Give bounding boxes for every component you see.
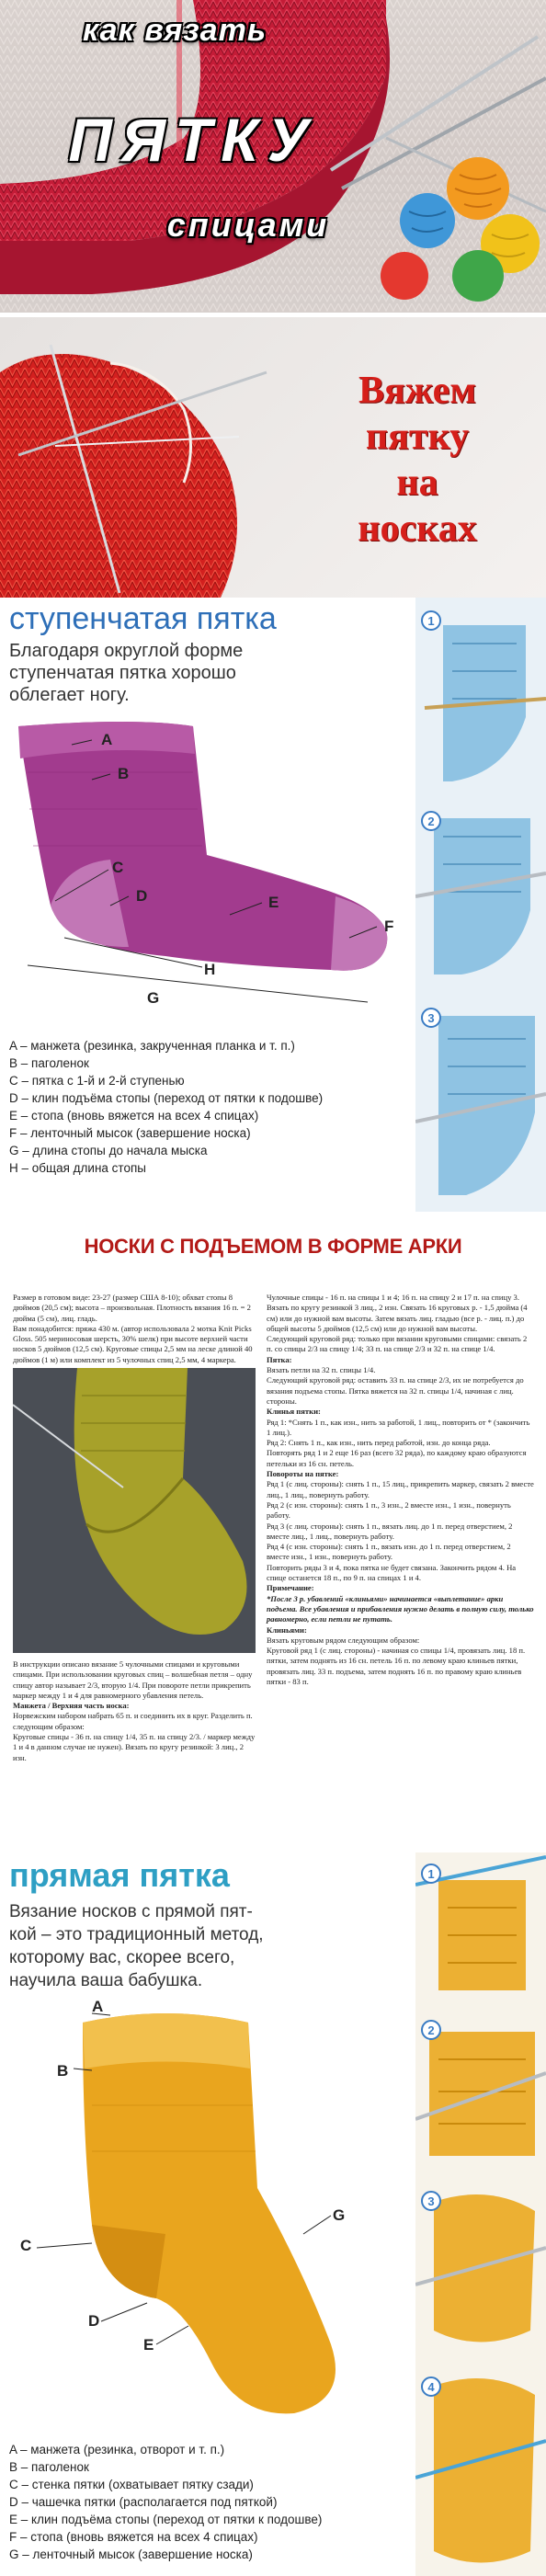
step-heel-subtitle-1: Благодаря округлой форме: [9, 641, 244, 661]
legend-item: D – чашечка пятки (располагается под пяткой): [9, 2495, 278, 2509]
purple-sock-diagram: [0, 708, 404, 1011]
arch-paragraph: Ряд 2: Снять 1 п., как изн., нить перед работой, изн. до конца ряда.: [267, 1438, 491, 1448]
step-number-2: 2: [421, 811, 441, 831]
arch-paragraph: Вязать по кругу резинкой 3 лиц., 2 изн. Связать 16 круговых р. - 1,5 дюйма (4 см) или до нужной вам высоты. Затем вязать лиц. гладью (все р. - лиц. п.) до общей высоты 5 дюймов (12,5 см) или до нужной вам высоты.: [267, 1303, 528, 1333]
arch-paragraph: Размер в готовом виде: 23-27 (размер США 8-10); обхват стопы 8 дюймов (20,5 см); высота – произвольная. Плотность вязания 16 п. = 2 дюйма (5 см), лиц. гладь.: [13, 1293, 251, 1323]
arch-left-column-bottom: [13, 1659, 256, 1763]
legend-item: G – ленточный мысок (завершение носка): [9, 2548, 253, 2561]
legend-item: A – манжета (резинка, отворот и т. п.): [9, 2443, 225, 2456]
step-heel-subtitle-3: облегает ногу.: [9, 685, 130, 705]
red-sock-photo: [0, 317, 546, 598]
arch-paragraph: Ряд 1: *Снять 1 п., как изн., нить за работой, 1 лиц., повторить от * (закончить 1 лиц.).: [267, 1417, 530, 1437]
step-number-2: 2: [421, 2020, 441, 2040]
arch-paragraph: Повторить ряды 3 и 4, пока пятка не будет связана. Закончить рядом 4. На спице останется 18 п., по 9 п. на спицах 1 и 4.: [267, 1562, 517, 1583]
arch-paragraph: Ряд 2 (с изн. стороны): снять 1 п., 3 изн., 2 вместе изн., 1 изн., повернуть работу.: [267, 1499, 511, 1521]
label-d: D: [136, 887, 148, 905]
green-sock-photo: [13, 1368, 256, 1653]
red-caption-line-2: пятку: [365, 416, 470, 458]
legend-item: B – паголенок: [9, 2460, 89, 2474]
arch-socks-section: [0, 1212, 546, 1852]
label-f: F: [384, 918, 394, 935]
step-number-3: 3: [421, 1008, 441, 1028]
arch-paragraph: Ряд 4 (с изн. стороны): снять 1 п., вязать изн. до 1 п. перед отверстием, 2 вместе изн., 1 изн., повернуть работу.: [267, 1542, 511, 1562]
red-caption-line-3: на: [396, 462, 438, 504]
legend-item: E – стопа (вновь вяжется на всех 4 спицах): [9, 1109, 259, 1123]
arch-socks-title: НОСКИ С ПОДЪЕМОМ В ФОРМЕ АРКИ: [84, 1235, 462, 1258]
label-h: H: [204, 961, 216, 978]
label-e: E: [143, 2336, 154, 2354]
banner-title-line-2: ПЯТКУ: [68, 106, 318, 174]
red-caption-line-4: носках: [358, 507, 477, 550]
step-number-1: 1: [421, 1864, 441, 1884]
arch-note: *После 3 р. убавлений «клиньями» начинается «выплетание» арки подъема. Все убавления и прибавления нужно делать в полную силу, только равномерно, если петли не путать.: [267, 1593, 534, 1624]
arch-paragraph: Норвежским набором набрать 65 п. и соединить их в круг. Разделить п. следующим образом:: [13, 1711, 253, 1731]
legend-item: B – паголенок: [9, 1056, 89, 1070]
label-c: C: [20, 2237, 32, 2254]
arch-section-heading: Примечание:: [267, 1583, 314, 1593]
legend-item: E – клин подъёма стопы (переход от пятки к подошве): [9, 2513, 323, 2526]
step-heel-subtitle-2: ступенчатая пятка хорошо: [9, 663, 236, 683]
arch-paragraph: Ряд 1 (с лиц. стороны): снять 1 п., 15 лиц., прикрепить маркер, связать 2 вместе лиц., 1 лиц., повернуть работу.: [267, 1479, 534, 1499]
arch-paragraph: Следующий круговой ряд: оставить 33 п. на спице 2/3, их не потребуется до вязания подъема стопы. Пятка вяжется на 32 п. спицы 1/4, начиная с лиц. стороны.: [267, 1375, 524, 1406]
label-b: B: [118, 765, 130, 782]
legend-item: G – длина стопы до начала мыска: [9, 1144, 208, 1157]
straight-heel-title: прямая пятка: [9, 1856, 230, 1894]
label-g: G: [147, 989, 160, 1007]
arch-paragraph: Ряд 3 (с лиц. стороны): снять 1 п., вязать лиц. до 1 п. перед отверстием, 2 вместе лиц., 1 лиц., повернуть работу.: [267, 1521, 513, 1541]
label-d: D: [88, 2312, 100, 2330]
straight-heel-legend: [9, 2441, 322, 2563]
arch-section-heading: Клиньями:: [267, 1624, 307, 1635]
arch-right-column: [267, 1293, 535, 1687]
step-heel-title: ступенчатая пятка: [9, 601, 277, 636]
header-banner: [0, 0, 546, 313]
arch-paragraph: Круговые спицы - 36 п. на спицу 1/4, 35 п. на спицу 2/3. / маркер между 1 и 4 в данном случае не нужен). Вязать по кругу резинкой: 3 лиц., 2 изн.: [13, 1732, 256, 1762]
red-caption-line-1: Вяжем: [358, 370, 476, 412]
step-number-3: 3: [421, 2191, 441, 2211]
arch-section-heading: Манжета / Верхняя часть носка:: [13, 1701, 130, 1711]
legend-item: F – ленточный мысок (завершение носка): [9, 1126, 251, 1140]
label-a: A: [101, 731, 113, 748]
arch-paragraph: Круговой ряд 1 (с лиц. стороны) - начиная со спицы 1/4, провязать лиц. 18 п. пятки, затем поднять из 16 сн. петель 16 п. по левому краю клиньев пятки, провязать лиц. 33 п. подъема, затем поднять 16 п. по правому краю клиньев пятки - 83 п.: [267, 1646, 526, 1686]
arch-paragraph: Вам понадобится: пряжа 430 м. (автор использовала 2 мотка Knit Picks Gloss. 505 мериносовая шерсть, 30% шелк) при высоте верхней части носков 5 дюймов (12,5 см). Круговые спицы 2,5 мм на леске длиной 40 дюймов (1 м) или комплект из 5 чулочных спиц 2,5 мм, 4 маркера.: [13, 1323, 253, 1364]
straight-heel-subtitle-3: которому вас, скорее всего,: [9, 1948, 235, 1967]
step-number-1: 1: [421, 610, 441, 631]
arch-paragraph: В инструкции описано вязание 5 чулочными спицами и круговыми спицами. При использовании круговых спиц – волшебная петля – одну спицу автор называет 2/3, вторую 1/4. При повороте петли прикрепить маркер между 1 и 4 для равномерного убавления петель.: [13, 1659, 253, 1700]
arch-left-column-top: [13, 1293, 256, 1365]
step-heel-section: [0, 598, 546, 1212]
arch-paragraph: Вязать круговым рядом следующим образом:: [267, 1635, 420, 1645]
step-heel-photos: [415, 598, 546, 1212]
arch-section-heading: Клинья пятки:: [267, 1407, 321, 1417]
legend-item: H – общая длина стопы: [9, 1161, 146, 1175]
label-c: C: [112, 859, 124, 876]
arch-paragraph: Следующий круговой ряд: только при вязании круговыми спицами: связать 2 п. со спицы 2/3 на спицу 1/4; 33 п. на спице 2/3 и 32 п. на спице 1/4.: [267, 1334, 528, 1354]
arch-paragraph: Вязать петли на 32 п. спицы 1/4.: [267, 1365, 376, 1375]
step-heel-legend: [9, 1037, 323, 1177]
straight-heel-subtitle-2: кой – это традиционный метод,: [9, 1925, 264, 1944]
label-g: G: [333, 2206, 346, 2224]
legend-item: F – стопа (вновь вяжется на всех 4 спицах): [9, 2530, 258, 2544]
banner-title-line-3: спицами: [166, 206, 330, 244]
straight-heel-photos: [415, 1852, 546, 2576]
straight-heel-subtitle-4: научила ваша бабушка.: [9, 1971, 203, 1990]
straight-heel-subtitle-1: Вязание носков с прямой пят-: [9, 1902, 253, 1921]
legend-item: C – стенка пятки (охватывает пятку сзади): [9, 2478, 254, 2491]
straight-heel-section: [0, 1852, 546, 2576]
arch-section-heading: Пятка:: [267, 1354, 292, 1364]
banner-title-line-1: как вязать: [82, 13, 267, 48]
arch-paragraph: Чулочные спицы - 16 п. на спицы 1 и 4; 16 п. на спицу 2 и 17 п. на спицу 3.: [267, 1293, 519, 1302]
legend-item: C – пятка с 1-й и 2-й ступенью: [9, 1074, 185, 1088]
legend-item: D – клин подъёма стопы (переход от пятки к подошве): [9, 1091, 324, 1105]
arch-section-heading: Повороты на пятке:: [267, 1469, 339, 1479]
arch-paragraph: Повторять ряд 1 и 2 еще 16 раз (всего 32 ряда), по каждому краю образуются петельки из 16 сн. петель.: [267, 1448, 527, 1468]
label-a: A: [92, 1998, 104, 2015]
label-b: B: [57, 2062, 69, 2080]
step-number-4: 4: [421, 2377, 441, 2397]
legend-item: A – манжета (резинка, закрученная планка и т. п.): [9, 1039, 295, 1053]
label-e: E: [268, 894, 279, 911]
